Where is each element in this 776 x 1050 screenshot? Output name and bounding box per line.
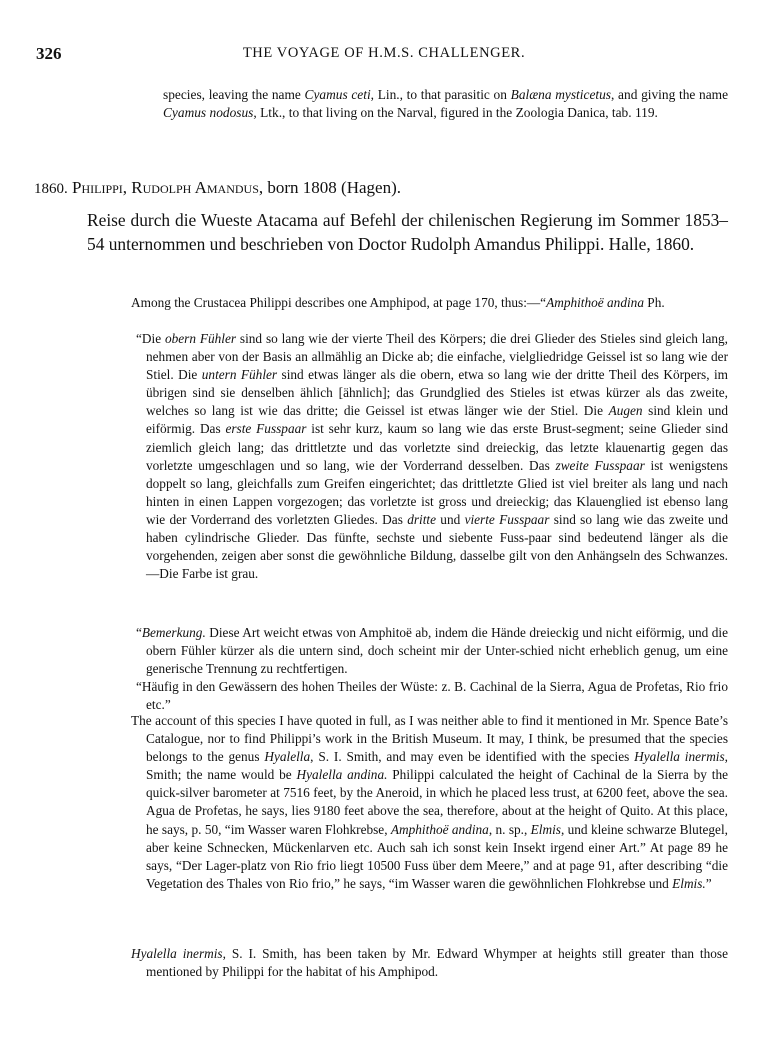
intro-paragraph: Among the Crustacea Philippi describes one Amphipod, at page 170, thus:—“Amphithoë andina Ph. — [131, 295, 665, 310]
closing-paragraph: Hyalella inermis, S. I. Smith, has been taken by Mr. Edward Whymper at heights still greater than those mentioned by Philippi for the habitat of his Amphipod. — [131, 946, 728, 980]
bibliography-entry-heading — [34, 177, 734, 200]
entry-born: born 1808 (Hagen). — [263, 178, 401, 197]
entry-year: 1860. — [34, 181, 68, 197]
continuation-paragraph: species, leaving the name Cyamus ceti, Lin., to that parasitic on Balæna mysticetus, and giving the name Cyamus nodosus, Ltk., to that living on the Narval, figured in the Zoologia Danica, tab. 119. — [163, 87, 729, 120]
entry-title: Reise durch die Wueste Atacama auf Befehl der chilenischen Regierung im Sommer 1853–54 unternommen und beschrieben von Doctor Rudolph Amandus Philippi. Halle, 1860. — [87, 210, 728, 255]
quote-description: “Die obern Fühler sind so lang wie der vierte Theil des Körpers; die drei Glieder des Stieles sind gleich lang, nehmen aber von der Basis an allmählig an Dicke ab; die einfache, vielgliedridge Geissel ist so lang wie der Stiel. Die untern Fühler sind etwas länger als die obern, etwa so lang wie der dritte Theil des Körpers, im übrigen sind sie denselben ählich [ähnlich]; das Grundglied des Stieles ist etwas kürzer als das zweite, welches so lang ist wie das dritte; die Geissel ist etwas länger wie der Stiel. Die Augen sind klein und eiförmig. Das erste Fusspaar ist sehr kurz, kaum so lang wie das erste Brust-segment; seine Glieder sind ziemlich gleich lang; das drittletzte und das vorletzte sind dreieckig, das letzte klauenartig gegen das vorletzte umgeschlagen und so lang, wie der Vorderrand desselben. Das zweite Fusspaar ist wenigstens doppelt so lang, gleichfalls zum Greifen eingerichtet; das drittletzte Glied ist viel breiter als lang und nach hinten in einen Lappen vorgezogen; das vorletzte ist gross und dreieckig; das Klauenglied ist ebenso lang wie der Vorderrand des vorletzten Gliedes. Das dritte und vierte Fusspaar sind so lang wie das zweite und haben cylindrische Glieder. Das fünfte, sechste und siebente Fuss-paar sind bedeutend länger als die vorgehenden, zeigen aber sonst die gewöhnliche Bildung, dasselbe gilt von den Anhängseln des Schwanzes.—Die Farbe ist grau. — [136, 331, 728, 582]
quote-remark: “Bemerkung. Diese Art weicht etwas von Amphitoë ab, indem die Hände dreieckig und nicht eiförmig, und die obern Fühler kürzer als die untern sind, doch scheint mir der Unter-schied nicht erheblich genug, um eine generische Trennung zu rechtfertigen. — [136, 625, 728, 677]
running-head: THE VOYAGE OF H.M.S. CHALLENGER. — [242, 45, 526, 61]
entry-author: Philippi, Rudolph Amandus, — [72, 178, 264, 197]
page-number: 326 — [36, 44, 62, 63]
page-header — [36, 44, 732, 68]
author-commentary: The account of this species I have quoted in full, as I was neither able to find it mentioned in Mr. Spence Bate’s Catalogue, nor to find Philippi’s work in the British Museum. It may, I think, be presumed that the species belongs to the genus Hyalella, S. I. Smith, and may even be identified with the species Hyalella inermis, Smith; the name would be Hyalella andina. Philippi calculated the height of Cachinal de la Sierra by the quick-silver barometer at 7516 feet, by the Aneroid, in which he placed less trust, at 6200 feet, above the sea. Agua de Profetas, he says, lies 9180 feet above the sea, therefore, about at the height of Quito. At this place, he says, p. 50, “im Wasser waren Flohkrebse, Amphithoë andina, n. sp., Elmis, und kleine schwarze Blutegel, aber keine Schnecken, Mückenlarven etc. Auch sah ich sonst kein Insekt irgend einer Art.” At page 89 he says, “Der Lager-platz von Rio frio liegt 10500 Fuss über dem Meere,” and at page 91, after describing “die Vegetation des Thales von Rio frio,” he says, “im Wasser waren die gewöhnlichen Flohkrebse und Elmis.” — [131, 713, 728, 891]
quote-habitat: “Häufig in den Gewässern des hohen Theiles der Wüste: z. B. Cachinal de la Sierra, Agua de Profetas, Rio frio etc.” — [136, 679, 728, 713]
